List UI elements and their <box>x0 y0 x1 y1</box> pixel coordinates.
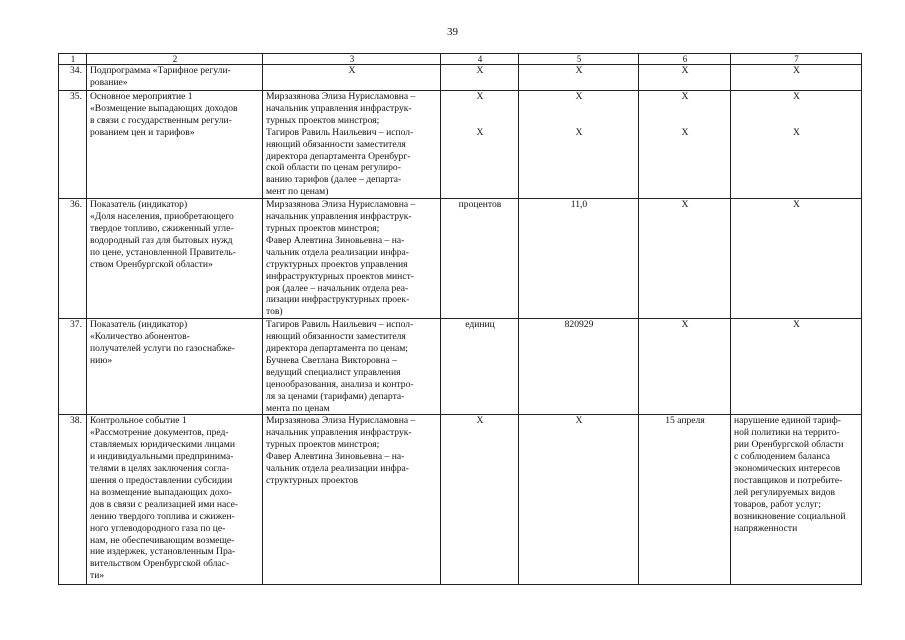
row-risk: X X <box>731 91 862 199</box>
row-name: Основное мероприятие 1 «Возмещение выпадающих доходов в связи с государственным регули- рованием цен и тарифов» <box>87 91 263 199</box>
row-responsible: X <box>263 65 441 91</box>
row-unit: процентов <box>441 199 519 319</box>
row-name: Показатель (индикатор) «Количество абонентов- получателей услуги по газоснабже- нию» <box>87 319 263 415</box>
row-number: 35. <box>59 91 87 199</box>
row-responsible: Мирзазянова Элиза Нурисламовна – начальник управления инфраструк- турных проектов минстроя; Фавер Алевтина Зиновьевна – на- чальник отдела реализации инфра- структурных проектов управления инфраструктурных проектов минст- роя (далее – начальник отдела реа- лизации инфраструктурных проек- тов) <box>263 199 441 319</box>
row-risk: нарушение единой тариф- ной политики на террито- рии Оренбургской области с соблюдением баланса экономических интересов поставщиков и потребите- лей регулируемых видов товаров, работ услуг; возникновение социальной напряженности <box>731 415 862 585</box>
program-table <box>58 53 862 585</box>
row-value: X X <box>519 91 639 199</box>
header-row <box>59 54 862 65</box>
row-deadline: X <box>639 65 731 91</box>
row-deadline: X <box>639 319 731 415</box>
row-number: 38. <box>59 415 87 585</box>
row-risk: X <box>731 199 862 319</box>
row-risk: X <box>731 319 862 415</box>
row-deadline: X X <box>639 91 731 199</box>
row-name: Показатель (индикатор) «Доля населения, приобретающего твердое топливо, сжиженный угле- водородный газ для бытовых нужд по цене, установленной Правитель- ством Оренбургской области» <box>87 199 263 319</box>
col-header-7: 7 <box>731 54 862 65</box>
row-responsible: Мирзазянова Элиза Нурисламовна – начальник управления инфраструк- турных проектов минстроя; Тагиров Равиль Наильевич – испол- няющий обязанности заместителя директора департамента Оренбург- ской области по ценам регулиро- ванию тарифов (далее – департа- мент по ценам) <box>263 91 441 199</box>
col-header-5: 5 <box>519 54 639 65</box>
table-row <box>59 415 862 585</box>
row-value: X <box>519 65 639 91</box>
row-number: 37. <box>59 319 87 415</box>
table-row <box>59 65 862 91</box>
row-responsible: Тагиров Равиль Наильевич – испол- няющий обязанности заместителя директора департамента по ценам; Бучнева Светлана Викторовна – ведущий специалист управления ценообразования, анализа и контро- ля за ценами (тарифами) департа- мента по ценам <box>263 319 441 415</box>
table-row <box>59 319 862 415</box>
row-deadline: 15 апреля <box>639 415 731 585</box>
row-number: 36. <box>59 199 87 319</box>
row-value: X <box>519 415 639 585</box>
col-header-4: 4 <box>441 54 519 65</box>
col-header-1: 1 <box>59 54 87 65</box>
col-header-6: 6 <box>639 54 731 65</box>
table-row <box>59 199 862 319</box>
row-value: 820929 <box>519 319 639 415</box>
col-header-2: 2 <box>87 54 263 65</box>
row-risk: X <box>731 65 862 91</box>
row-value: 11,0 <box>519 199 639 319</box>
col-header-3: 3 <box>263 54 441 65</box>
row-responsible: Мирзазянова Элиза Нурисламовна – начальник управления инфраструк- турных проектов минстроя; Фавер Алевтина Зиновьевна – на- чальник отдела реализации инфра- структурных проектов <box>263 415 441 585</box>
row-name: Контрольное событие 1 «Рассмотрение документов, пред- ставляемых юридическими лицами и индивидуальными предпринима- телями в целях заключения согла- шения о предоставлении субсидии на возмещение выпадающих дохо- дов в связи с реализацией ими насе- лению твердого топлива и сжижен- ного углеводородного газа по це- нам, не обеспечивающим возмеще- ние издержек, установленным Пра- вительством Оренбургской облас- ти» <box>87 415 263 585</box>
page-number: 39 <box>447 26 458 38</box>
table-row <box>59 91 862 199</box>
row-name: Подпрограмма «Тарифное регули- рование» <box>87 65 263 91</box>
row-unit: единиц <box>441 319 519 415</box>
row-unit: X <box>441 415 519 585</box>
row-unit: X X <box>441 91 519 199</box>
row-unit: X <box>441 65 519 91</box>
row-deadline: X <box>639 199 731 319</box>
row-number: 34. <box>59 65 87 91</box>
